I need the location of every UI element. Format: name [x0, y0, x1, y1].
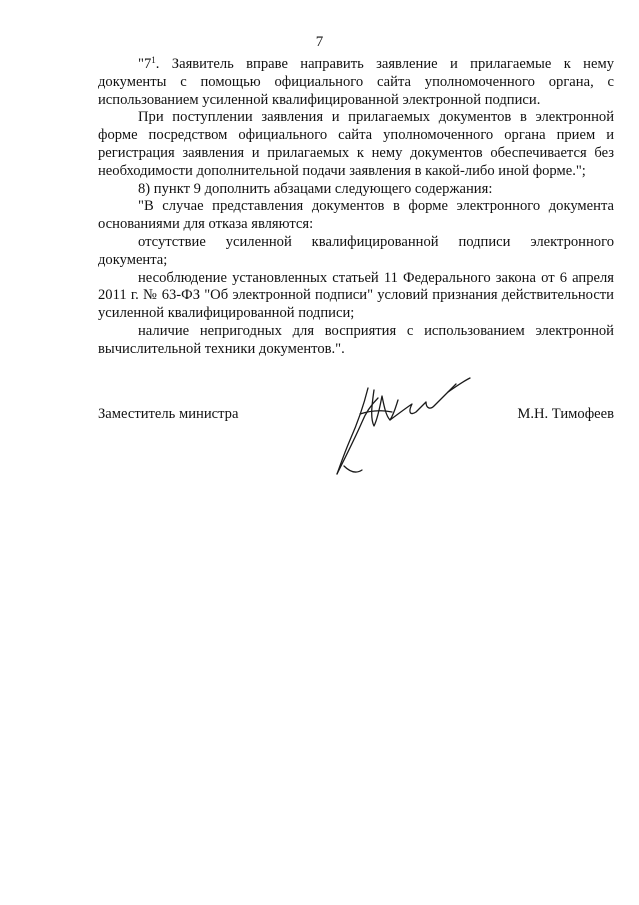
paragraph-1-text: . Заявитель вправе направить заявление и прилагаемые к нему документы с помощью официального сайта уполномоченного органа, с использованием усиленной квалифицированной электронной подписи. [98, 56, 614, 108]
signer-name: М.Н. Тимофеев [517, 406, 614, 422]
paragraph-7: наличие непригодных для восприятия с использованием электронной вычислительной техники документов.". [98, 322, 614, 357]
paragraph-4: "В случае представления документов в форме электронного документа основаниями для отказа являются: [98, 198, 614, 233]
handwritten-signature [328, 370, 478, 480]
paragraph-1 [98, 56, 614, 109]
signer-position: Заместитель министра [98, 406, 239, 422]
signature-block [98, 370, 614, 480]
paragraph-6: несоблюдение установленных статьей 11 Федерального закона от 6 апреля 2011 г. № 63-ФЗ "Об электронной подписи" условий признания действительности усиленной квалифицированной подписи; [98, 269, 614, 322]
paragraph-3: 8) пункт 9 дополнить абзацами следующего содержания: [138, 180, 493, 197]
paragraph-1-superscript: 1 [151, 55, 156, 65]
paragraph-1-prefix: "7 [138, 56, 152, 72]
paragraph-2: При поступлении заявления и прилагаемых документов в электронной форме посредством официального сайта уполномоченного органа прием и регистрация заявления и прилагаемых к нему документов обеспечивается без необходимости дополнительной подачи заявления в какой-либо иной форме."; [98, 109, 614, 179]
paragraph-5: отсутствие усиленной квалифицированной подписи электронного документа; [98, 233, 614, 268]
document-body [98, 56, 614, 359]
page-number: 7 [315, 34, 324, 50]
